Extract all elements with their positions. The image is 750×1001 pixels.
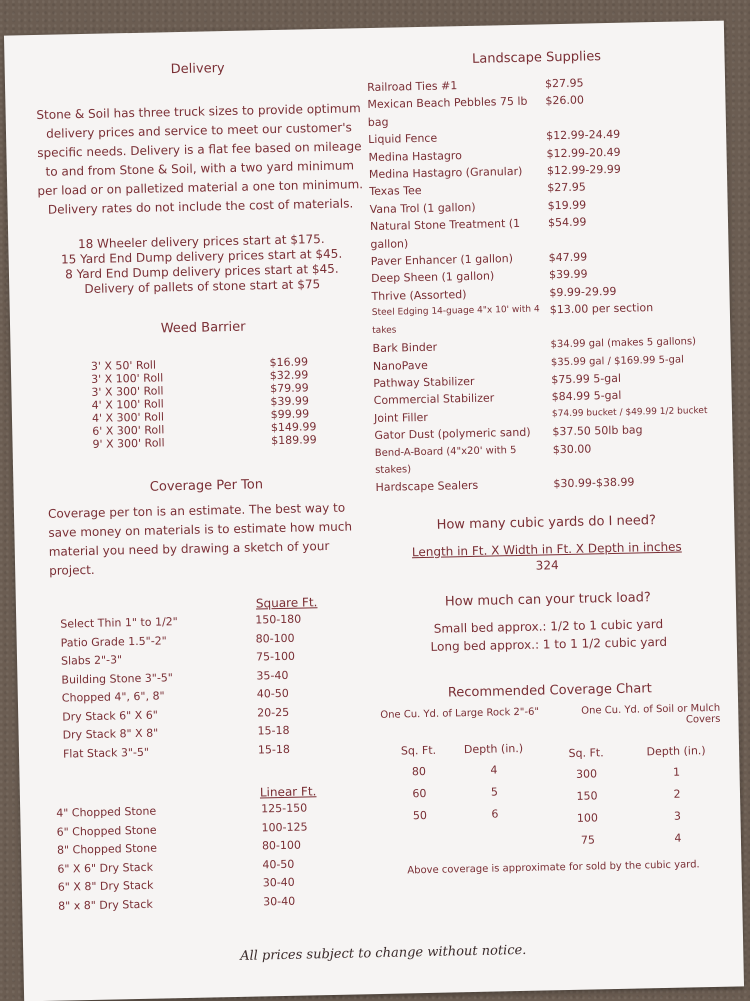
supply-price: $27.95 <box>547 180 586 195</box>
table-row <box>381 759 531 784</box>
stone-value: 100-125 <box>261 819 308 834</box>
supply-name: Deep Sheen (1 gallon) <box>371 269 495 286</box>
supply-name: Hardscape Sealers <box>375 479 479 495</box>
supply-name: Mexican Beach Pebbles 75 lb bag <box>367 95 528 129</box>
square-ft-label: Square Ft. <box>255 595 318 611</box>
stone-name: 6" X 6" Dry Stack <box>57 860 154 876</box>
supply-price: $54.99 <box>547 215 587 230</box>
coverage-chart-title: Recommended Coverage Chart <box>447 680 652 701</box>
supply-price: $35.99 gal / $169.99 5-gal <box>550 353 684 368</box>
depth-value: 2 <box>673 787 681 801</box>
delivery-paragraph: Stone & Soil has three truck sizes to provide optimum delivery prices and service to meet our customer's specific needs. Delivery is a flat fee based on mileage to and from Stone & Soil, with a two yard minimum per load or on palletized material a one ton minimum. Delivery rates do not include the cost of materials. <box>36 101 364 217</box>
price-sheet <box>4 21 744 1001</box>
supply-name: Thrive (Assorted) <box>371 287 467 303</box>
supply-name: Steel Edging 14-guage 4"x 10' with 4 takes <box>371 304 540 336</box>
stone-value: 35-40 <box>256 668 289 682</box>
weed-barrier-title: Weed Barrier <box>160 319 246 337</box>
soil-mulch-header: One Cu. Yd. of Soil or Mulch Covers <box>581 702 721 726</box>
stone-value: 15-18 <box>257 742 291 756</box>
stone-value: 80-100 <box>261 838 302 853</box>
delivery-line: 15 Yard End Dump delivery prices start at $45. <box>60 246 343 267</box>
sqft-value: 50 <box>412 808 428 823</box>
stone-value: 125-150 <box>261 801 308 816</box>
landscape-supplies-list <box>367 72 716 497</box>
depth-value: 5 <box>490 785 499 799</box>
supply-price: $34.99 gal (makes 5 gallons) <box>550 336 697 351</box>
coverage-note: Above coverage is approximate for sold by the cubic yard. <box>407 859 700 877</box>
truck-small-bed: Small bed approx.: 1/2 to 1 cubic yard <box>433 616 664 636</box>
supply-name: Vana Trol (1 gallon) <box>369 200 476 216</box>
delivery-line: 18 Wheeler delivery prices start at $175. <box>77 231 325 252</box>
stone-value: 15-18 <box>257 723 290 738</box>
delivery-line: 8 Yard End Dump delivery prices start at $45. <box>65 261 339 282</box>
col-depth: Depth (in.) <box>646 743 706 759</box>
table-row <box>382 803 532 828</box>
depth-value: 4 <box>490 763 498 777</box>
supply-price: $12.99-29.99 <box>546 162 621 178</box>
sqft-value: 60 <box>412 786 427 801</box>
item-price: $189.99 <box>271 433 317 448</box>
stone-name: 8" x 8" Dry Stack <box>58 897 153 913</box>
stone-value: 80-100 <box>255 631 295 646</box>
linear-ft-table <box>48 798 380 916</box>
supply-price: $30.00 <box>552 441 592 456</box>
supply-name: Liquid Fence <box>368 131 438 147</box>
coverage-per-ton-title: Coverage Per Ton <box>149 477 264 495</box>
left-column <box>33 58 381 916</box>
stone-name: Dry Stack 8" X 8" <box>62 726 159 742</box>
stone-name: 4" Chopped Stone <box>56 804 157 820</box>
formula-divisor: 324 <box>535 557 559 573</box>
stone-name: Flat Stack 3"-5" <box>62 745 150 761</box>
stone-value: 20-25 <box>257 705 290 719</box>
item-name: 3' X 50' Roll <box>90 358 157 373</box>
supply-name: Medina Hastagro (Granular) <box>368 164 523 182</box>
stone-name: Building Stone 3"-5" <box>61 670 174 687</box>
item-name: 3' X 100' Roll <box>91 371 164 386</box>
coverage-paragraph: Coverage per ton is an estimate. The best way to save money on materials is to estimate how much material you need by drawing a sketch of your project. <box>47 500 353 578</box>
depth-value: 6 <box>491 807 499 821</box>
supply-name: Bark Binder <box>372 340 438 356</box>
sqft-value: 300 <box>575 767 598 781</box>
supply-name: Medina Hastagro <box>368 148 463 164</box>
stone-value: 40-50 <box>262 857 295 871</box>
stone-value: 75-100 <box>255 649 296 664</box>
delivery-prices <box>36 231 367 298</box>
supply-name: NanoPave <box>372 358 428 373</box>
square-ft-table <box>44 609 377 764</box>
item-price: $99.99 <box>270 407 310 422</box>
cubic-yards-title: How many cubic yards do I need? <box>436 512 657 533</box>
col-sqft: Sq. Ft. <box>568 745 604 760</box>
supply-price: $27.95 <box>544 76 584 91</box>
depth-value: 4 <box>674 831 682 845</box>
supply-name: Gator Dust (polymeric sand) <box>374 425 531 443</box>
supply-price: $12.99-20.49 <box>546 145 621 160</box>
item-price: $79.99 <box>269 381 309 396</box>
stone-value: 30-40 <box>262 875 295 890</box>
stone-name: Slabs 2"-3" <box>60 653 123 668</box>
footer-disclaimer: All prices subject to change without notice. <box>240 942 527 964</box>
supply-price: $37.50 50lb bag <box>552 423 643 439</box>
supply-name: Paver Enhancer (1 gallon) <box>370 252 514 269</box>
stone-name: 6" Chopped Stone <box>56 823 157 839</box>
stone-value: 150-180 <box>255 612 302 627</box>
right-column <box>366 47 723 877</box>
supply-price: $9.99-29.99 <box>549 284 617 300</box>
depth-value: 3 <box>673 809 682 823</box>
item-price: $149.99 <box>270 420 317 435</box>
delivery-line: Delivery of pallets of stone start at $75 <box>84 277 321 297</box>
supply-name: Joint Filler <box>373 410 428 425</box>
col-sqft: Sq. Ft. <box>400 743 437 758</box>
supply-name: Railroad Ties #1 <box>366 79 458 95</box>
table-row <box>543 827 723 853</box>
delivery-title: Delivery <box>170 61 225 78</box>
supply-price: $84.99 5-gal <box>551 389 622 404</box>
item-price: $16.99 <box>269 355 309 370</box>
supply-price: $12.99-24.49 <box>546 127 621 143</box>
stone-name: 8" Chopped Stone <box>56 841 158 857</box>
sqft-value: 150 <box>576 789 598 803</box>
supply-name: Pathway Stabilizer <box>373 374 475 390</box>
linear-ft-label: Linear Ft. <box>259 784 317 800</box>
sqft-value: 100 <box>576 811 599 825</box>
stone-value: 40-50 <box>256 686 289 701</box>
coverage-chart-tables <box>381 735 723 856</box>
stone-name: Patio Grade 1.5"-2" <box>60 633 167 650</box>
large-rock-table <box>381 739 533 856</box>
supply-name: Texas Tee <box>369 184 422 199</box>
formula-numerator: Length in Ft. X Width in Ft. X Depth in inches <box>411 539 682 559</box>
supply-price: $75.99 5-gal <box>551 371 622 387</box>
truck-long-bed: Long bed approx.: 1 to 1 1/2 cubic yard <box>430 634 668 654</box>
supply-price: $47.99 <box>548 250 588 265</box>
large-rock-header: One Cu. Yd. of Large Rock 2"-6" <box>380 706 540 721</box>
supply-price: $39.99 <box>548 267 588 282</box>
item-name: 3' X 300' Roll <box>91 384 164 399</box>
item-name: 4' X 300' Roll <box>91 410 165 425</box>
stone-name: Dry Stack 6" X 6" <box>62 708 158 724</box>
supply-name: Commercial Stabilizer <box>373 391 495 408</box>
supply-price: $26.00 <box>545 93 585 108</box>
stone-value: 30-40 <box>263 894 296 908</box>
item-name: 4' X 100' Roll <box>91 397 164 412</box>
truck-load-title: How much can your truck load? <box>444 589 651 610</box>
depth-value: 1 <box>672 765 681 779</box>
weed-barrier-list <box>39 354 371 452</box>
soil-mulch-table <box>541 741 723 853</box>
stone-name: Select Thin 1" to 1/2" <box>60 615 178 631</box>
sqft-value: 75 <box>580 833 596 847</box>
item-name: 6' X 300' Roll <box>92 423 165 438</box>
supply-price: $13.00 per section <box>549 301 654 317</box>
supply-price: $30.99-$38.99 <box>553 475 635 491</box>
col-depth: Depth (in.) <box>463 741 524 756</box>
item-price: $32.99 <box>269 368 309 383</box>
sqft-value: 80 <box>411 764 427 779</box>
supply-name: Bend-A-Board (4"x20' with 5 stakes) <box>374 444 517 476</box>
supply-price: $19.99 <box>547 198 587 213</box>
supply-price: $74.99 bucket / $49.99 1/2 bucket <box>551 405 708 419</box>
item-name: 9' X 300' Roll <box>92 436 165 451</box>
landscape-supplies-title: Landscape Supplies <box>471 49 602 67</box>
supply-name: Natural Stone Treatment (1 gallon) <box>369 217 521 251</box>
coverage-chart-headers <box>380 703 720 732</box>
item-price: $39.99 <box>270 394 310 409</box>
table-row <box>382 781 532 806</box>
stone-name: 6" X 8" Dry Stack <box>57 878 154 894</box>
stone-name: Chopped 4", 6", 8" <box>61 689 165 705</box>
